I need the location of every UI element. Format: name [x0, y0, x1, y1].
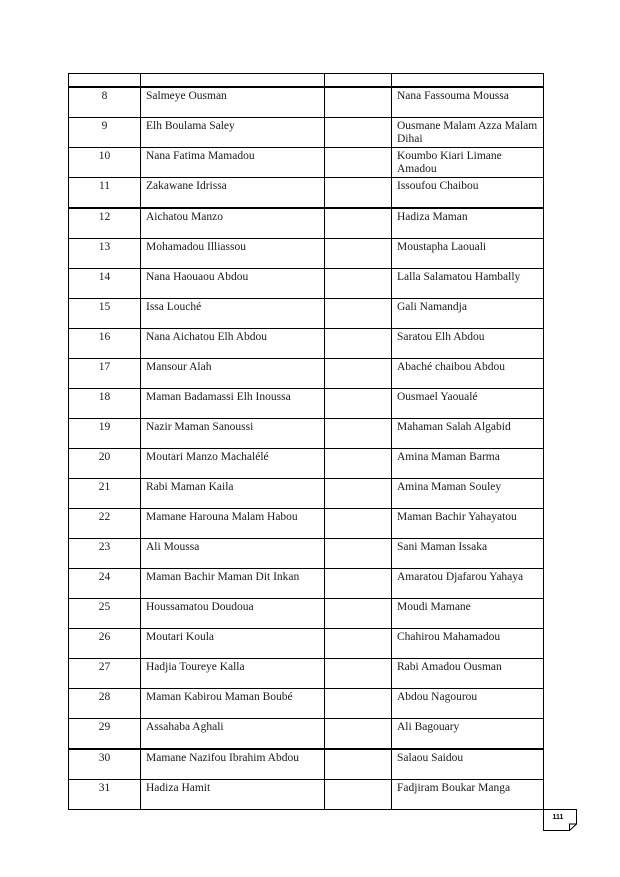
person-name: Mansour Alah [141, 359, 325, 389]
row-number: 20 [69, 449, 141, 479]
row-number: 23 [69, 539, 141, 569]
person-name: Nazir Maman Sanoussi [141, 419, 325, 449]
row-number: 22 [69, 509, 141, 539]
row-number: 28 [69, 689, 141, 719]
blank-cell [325, 148, 392, 178]
counterpart-name: Lalla Salamatou Hambally [392, 269, 544, 299]
row-number: 10 [69, 148, 141, 178]
table-row [69, 539, 544, 569]
blank-cell [325, 419, 392, 449]
table-row [69, 87, 544, 118]
person-name: Hadiza Hamit [141, 780, 325, 810]
blank-cell [325, 569, 392, 599]
blank-cell [325, 749, 392, 780]
counterpart-name: Saratou Elh Abdou [392, 329, 544, 359]
counterpart-name: Koumbo Kiari Limane Amadou [392, 148, 544, 178]
row-number: 25 [69, 599, 141, 629]
person-name: Maman Badamassi Elh Inoussa [141, 389, 325, 419]
counterpart-name: Maman Bachir Yahayatou [392, 509, 544, 539]
blank-cell [325, 299, 392, 329]
person-name: Salmeye Ousman [141, 87, 325, 118]
table-row [69, 449, 544, 479]
table-row [69, 419, 544, 449]
person-name: Rabi Maman Kaila [141, 479, 325, 509]
blank-cell [325, 689, 392, 719]
blank-cell [325, 87, 392, 118]
row-number: 19 [69, 419, 141, 449]
row-number: 18 [69, 389, 141, 419]
person-name: Assahaba Aghali [141, 719, 325, 750]
person-name: Nana Haouaou Abdou [141, 269, 325, 299]
table-row [69, 719, 544, 750]
person-name: Nana Aichatou Elh Abdou [141, 329, 325, 359]
row-number: 29 [69, 719, 141, 750]
row-number: 27 [69, 659, 141, 689]
counterpart-name: Amina Maman Souley [392, 479, 544, 509]
blank-cell [325, 449, 392, 479]
blank-cell [325, 74, 392, 88]
counterpart-name: Ousmane Malam Azza Malam Dihai [392, 118, 544, 148]
person-name: Aichatou Manzo [141, 208, 325, 239]
row-number: 15 [69, 299, 141, 329]
table-row [69, 569, 544, 599]
row-number: 26 [69, 629, 141, 659]
blank-cell [325, 329, 392, 359]
blank-cell [325, 208, 392, 239]
row-number: 30 [69, 749, 141, 780]
counterpart-name: Moustapha Laouali [392, 239, 544, 269]
blank-cell [392, 74, 544, 88]
blank-cell [325, 629, 392, 659]
counterpart-name: Nana Fassouma Moussa [392, 87, 544, 118]
blank-cell [325, 118, 392, 148]
counterpart-name: Fadjiram Boukar Manga [392, 780, 544, 810]
page-number-badge [543, 809, 577, 831]
counterpart-name: Abaché chaibou Abdou [392, 359, 544, 389]
blank-cell [325, 269, 392, 299]
table-row [69, 208, 544, 239]
blank-cell [325, 509, 392, 539]
blank-cell [325, 599, 392, 629]
row-number: 12 [69, 208, 141, 239]
blank-cell [325, 539, 392, 569]
person-name: Nana Fatima Mamadou [141, 148, 325, 178]
counterpart-name: Ali Bagouary [392, 719, 544, 750]
row-number: 16 [69, 329, 141, 359]
table-row [69, 359, 544, 389]
blank-cell [325, 479, 392, 509]
row-number: 8 [69, 87, 141, 118]
row-number: 17 [69, 359, 141, 389]
table-row [69, 389, 544, 419]
counterpart-name: Sani Maman Issaka [392, 539, 544, 569]
counterpart-name: Issoufou Chaibou [392, 178, 544, 209]
table-row [69, 780, 544, 810]
person-name: Houssamatou Doudoua [141, 599, 325, 629]
table-row [69, 118, 544, 148]
row-number: 11 [69, 178, 141, 209]
table-row [69, 749, 544, 780]
table-row [69, 629, 544, 659]
blank-cell [325, 178, 392, 209]
blank-cell [325, 719, 392, 750]
person-name: Moutari Manzo Machalélé [141, 449, 325, 479]
table-row [69, 599, 544, 629]
table-row [69, 269, 544, 299]
row-number: 13 [69, 239, 141, 269]
row-number: 14 [69, 269, 141, 299]
table-row [69, 329, 544, 359]
counterpart-name: Chahirou Mahamadou [392, 629, 544, 659]
person-name: Ali Moussa [141, 539, 325, 569]
table-row [69, 509, 544, 539]
table-row [69, 479, 544, 509]
person-name: Mamane Nazifou Ibrahim Abdou [141, 749, 325, 780]
blank-cell [325, 659, 392, 689]
person-name: Maman Bachir Maman Dit Inkan [141, 569, 325, 599]
table-row [69, 239, 544, 269]
row-number: 24 [69, 569, 141, 599]
table-row [69, 178, 544, 209]
person-name: Mamane Harouna Malam Habou [141, 509, 325, 539]
row-number: 9 [69, 118, 141, 148]
blank-cell [325, 359, 392, 389]
person-name: Issa Louché [141, 299, 325, 329]
blank-cell [325, 239, 392, 269]
counterpart-name: Gali Namandja [392, 299, 544, 329]
row-number: 31 [69, 780, 141, 810]
counterpart-name: Moudi Mamane [392, 599, 544, 629]
counterpart-name: Hadiza Maman [392, 208, 544, 239]
person-name: Elh Boulama Saley [141, 118, 325, 148]
person-name: Maman Kabirou Maman Boubé [141, 689, 325, 719]
blank-cell [325, 780, 392, 810]
blank-cell [69, 74, 141, 88]
counterpart-name: Ousmael Yaoualé [392, 389, 544, 419]
table-row [69, 148, 544, 178]
person-name: Moutari Koula [141, 629, 325, 659]
counterpart-name: Amaratou Djafarou Yahaya [392, 569, 544, 599]
table-row [69, 689, 544, 719]
counterpart-name: Mahaman Salah Algabid [392, 419, 544, 449]
counterpart-name: Rabi Amadou Ousman [392, 659, 544, 689]
row-number: 21 [69, 479, 141, 509]
blank-cell [141, 74, 325, 88]
table-row [69, 659, 544, 689]
blank-cell [325, 389, 392, 419]
blank-header-row [69, 74, 544, 88]
person-name: Hadjia Toureye Kalla [141, 659, 325, 689]
person-name: Zakawane Idrissa [141, 178, 325, 209]
counterpart-name: Amina Maman Barma [392, 449, 544, 479]
page-number: 111 [552, 814, 564, 821]
counterpart-name: Abdou Nagourou [392, 689, 544, 719]
names-table [68, 73, 544, 810]
counterpart-name: Salaou Saidou [392, 749, 544, 780]
table-row [69, 299, 544, 329]
person-name: Mohamadou Illiassou [141, 239, 325, 269]
